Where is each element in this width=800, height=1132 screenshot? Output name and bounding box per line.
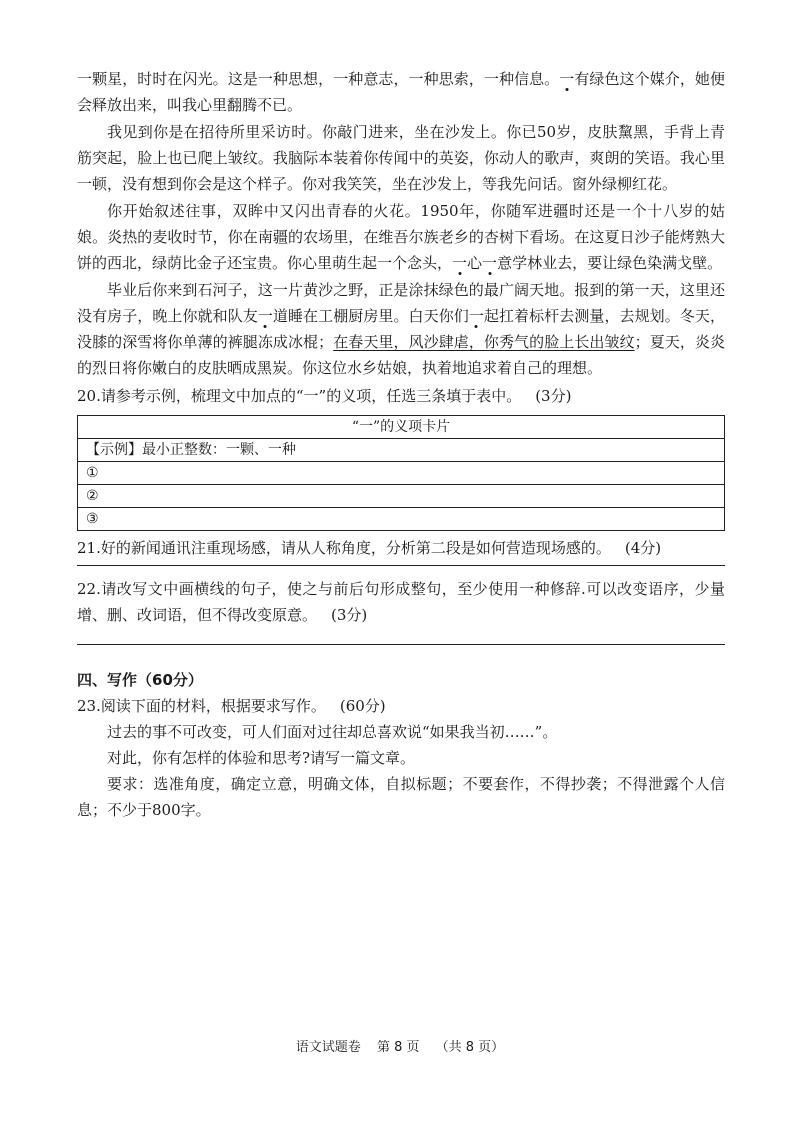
meaning-card-table — [77, 415, 725, 531]
question-21-score: (4分) — [624, 539, 662, 557]
passage-text: 有绿色这个媒介，她便会释放出来，叫我心里翻腾不已。 — [77, 70, 725, 114]
page-content — [77, 66, 725, 823]
footer-page-total: （共 8 页） — [435, 1040, 505, 1055]
passage-text: 心 — [467, 254, 483, 272]
card-title: “一”的义项卡片 — [78, 416, 725, 439]
footer-page-number: 第 8 页 — [376, 1040, 420, 1055]
dotted-character: 一 — [482, 254, 498, 272]
question-23 — [77, 693, 725, 719]
question-21 — [77, 535, 725, 561]
card-answer-row[interactable]: ② — [78, 485, 725, 508]
question-20-score: (3分) — [535, 387, 572, 405]
passage-text: 起扛着标杆去测量，去规划。冬天，没膝的深雪将你单薄的裤腿冻成冰棍； — [77, 307, 725, 351]
passage-text: 毕业后你来到石河子，这一片黄沙之野，正是涂抹绿色的最广阔天地。报到的第一天，这里还没有房子，晚上你就和队友 — [77, 281, 725, 325]
page-footer — [0, 1036, 800, 1055]
question-21-text: 21.好的新闻通讯注重现场感，请从人称角度，分析第二段是如何营造现场感的。 — [77, 539, 611, 557]
writing-prompt: 对此，你有怎样的体验和思考?请写一篇文章。 — [107, 749, 416, 767]
question-23-text: 23.阅读下面的材料，根据要求写作。 — [77, 697, 326, 715]
card-answer-row[interactable]: ① — [78, 462, 725, 485]
passage-paragraph-1: 我见到你是在招待所里采访时。你敲门进来，坐在沙发上。你已50岁，皮肤黧黑，手背上青筋突起，脸上也已爬上皱纹。我脑际本装着你传闻中的英姿，你动人的歌声，爽朗的笑语。我心里一顿，没有想到你会是这个样子。你对我笑笑，坐在沙发上，等我先问话。窗外绿柳红花。 — [77, 123, 725, 193]
dotted-character: 一 — [257, 307, 273, 325]
answer-line-22[interactable] — [77, 644, 725, 645]
passage-paragraph-2 — [77, 198, 725, 276]
passage-text: 道睡在工棚厨房里。白天你们 — [272, 307, 469, 325]
question-23-score: (60分) — [339, 697, 386, 715]
card-answer-row[interactable]: ③ — [78, 508, 725, 531]
passage-text: 一颗星，时时在闪光。这是一种思想，一种意志，一种思索，一种信息。 — [77, 70, 560, 88]
passage-paragraph-0 — [77, 66, 725, 118]
answer-line-21[interactable] — [77, 565, 725, 566]
footer-exam-name: 语文试题卷 — [295, 1040, 361, 1055]
question-22 — [77, 576, 725, 628]
question-22-text: 22.请改写文中画横线的句子，使之与前后句形成整句，至少使用一种修辞.可以改变语序，少量增、删、改词语，但不得改变原意。 — [77, 580, 725, 624]
passage-text: 意学林业去，要让绿色染满戈壁。 — [497, 254, 723, 272]
underlined-sentence: 在春天里，风沙肆虐，你秀气的脸上长出皱纹 — [333, 333, 635, 351]
passage-paragraph-3 — [77, 277, 725, 381]
dotted-character: 一 — [559, 70, 575, 88]
question-20-text: 20.请参考示例，梳理文中加点的“一”的义项，任选三条填于表中。 — [77, 387, 522, 405]
section-writing-heading: 四、写作（60分） — [77, 671, 203, 689]
writing-material: 过去的事不可改变，可人们面对过往却总喜欢说“如果我当初……”。 — [107, 723, 558, 741]
passage-text: 你开始叙述往事，双眸中又闪出青春的火花。1950年，你随军进疆时还是一个十八岁的姑娘。炎热的麦收时节，你在南疆的农场里，在维吾尔族老乡的杏树下看场。在这夏日沙子能烤熟大饼的西北，绿荫比金子还宝贵。你心里萌生起一个念头， — [77, 202, 725, 272]
dotted-character: 一 — [452, 254, 468, 272]
passage-text: ；夏天，炎炎的烈日将你嫩白的皮肤晒成黑炭。你这位水乡姑娘，执着地追求着自己的理想。 — [77, 333, 725, 377]
question-22-score: (3分) — [331, 606, 368, 624]
card-example-row: 【示例】最小正整数：一颗、一种 — [78, 439, 725, 462]
question-20 — [77, 383, 725, 409]
writing-requirements: 要求：选准角度，确定立意，明确文体，自拟标题；不要套作，不得抄袭；不得泄露个人信息；不少于800字。 — [77, 775, 725, 819]
dotted-character: 一 — [468, 307, 484, 325]
